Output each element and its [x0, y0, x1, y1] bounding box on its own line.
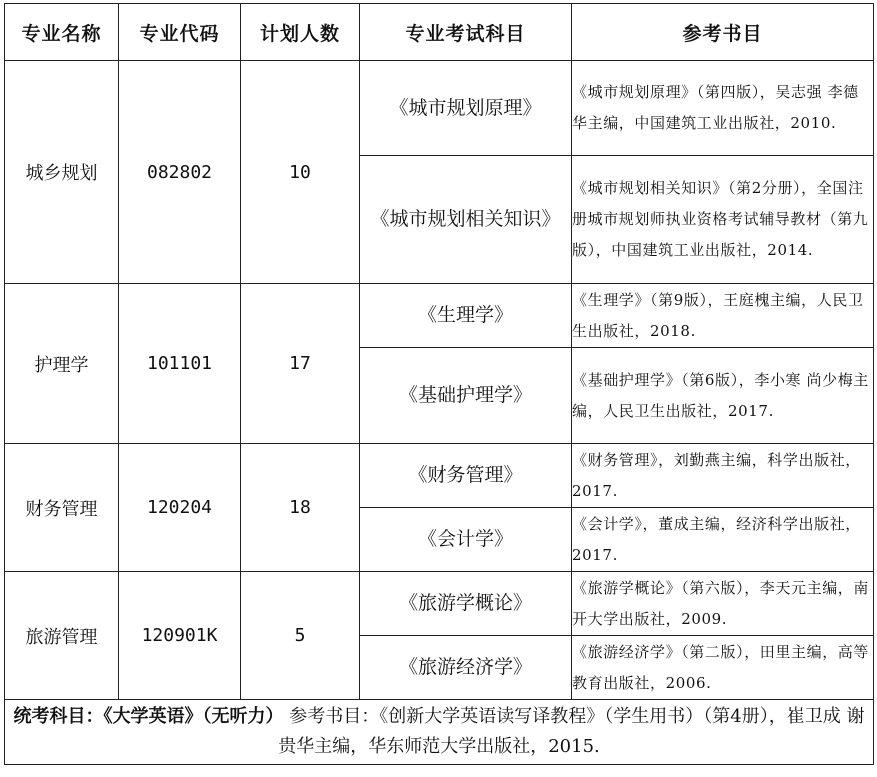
reference-book: 《旅游经济学》（第二版），田里主编，高等教育出版社，2006. — [572, 636, 874, 700]
header-subject: 专业考试科目 — [360, 4, 572, 61]
reference-book: 《基础护理学》（第6版），李小寒 尚少梅主编，人民卫生出版社，2017. — [572, 348, 874, 444]
reference-book: 《财务管理》，刘勤燕主编，科学出版社，2017. — [572, 444, 874, 508]
exam-subject: 《基础护理学》 — [360, 348, 572, 444]
table-row — [5, 284, 874, 348]
major-name: 城乡规划 — [5, 61, 119, 284]
major-code: 120901K — [119, 572, 241, 700]
reference-book: 《生理学》（第9版），王庭槐主编，人民卫生出版社，2018. — [572, 284, 874, 348]
header-books: 参考书目 — [572, 4, 874, 61]
major-name: 护理学 — [5, 284, 119, 444]
exam-subject: 《财务管理》 — [360, 444, 572, 508]
plan-count: 18 — [241, 444, 360, 572]
exam-subject: 《旅游学概论》 — [360, 572, 572, 636]
major-name: 旅游管理 — [5, 572, 119, 700]
major-code: 120204 — [119, 444, 241, 572]
header-row — [5, 4, 874, 61]
plan-count: 10 — [241, 61, 360, 284]
table-row — [5, 61, 874, 156]
exam-subject: 《生理学》 — [360, 284, 572, 348]
header-plan: 计划人数 — [241, 4, 360, 61]
header-major: 专业名称 — [5, 4, 119, 61]
unified-exam-subject: 《大学英语》（无听力） — [103, 706, 284, 727]
unified-exam-ref-text: 《创新大学英语读写译教程》（学生用书）（第4册），崔卫成 谢贵华主编，华东师范大学出版社，2015. — [278, 706, 865, 757]
exam-subject: 《旅游经济学》 — [360, 636, 572, 700]
table-row — [5, 444, 874, 508]
exam-subject: 《会计学》 — [360, 508, 572, 572]
major-code: 101101 — [119, 284, 241, 444]
plan-count: 17 — [241, 284, 360, 444]
unified-exam-ref-label: 参考书目： — [289, 706, 380, 727]
table-row — [5, 572, 874, 636]
exam-subject: 《城市规划原理》 — [360, 61, 572, 156]
header-code: 专业代码 — [119, 4, 241, 61]
reference-book: 《会计学》，董成主编，经济科学出版社，2017. — [572, 508, 874, 572]
exam-subjects-table — [4, 3, 874, 765]
major-code: 082802 — [119, 61, 241, 284]
unified-exam-note — [5, 700, 874, 765]
reference-book: 《城市规划原理》（第四版），吴志强 李德华主编，中国建筑工业出版社，2010. — [572, 61, 874, 156]
reference-book: 《旅游学概论》（第六版），李天元主编，南开大学出版社，2009. — [572, 572, 874, 636]
exam-subject: 《城市规划相关知识》 — [360, 156, 572, 284]
unified-exam-label: 统考科目： — [13, 706, 104, 727]
plan-count: 5 — [241, 572, 360, 700]
footer-row — [5, 700, 874, 765]
major-name: 财务管理 — [5, 444, 119, 572]
reference-book: 《城市规划相关知识》（第2分册），全国注册城市规划师执业资格考试辅导教材（第九版），中国建筑工业出版社，2014. — [572, 156, 874, 284]
